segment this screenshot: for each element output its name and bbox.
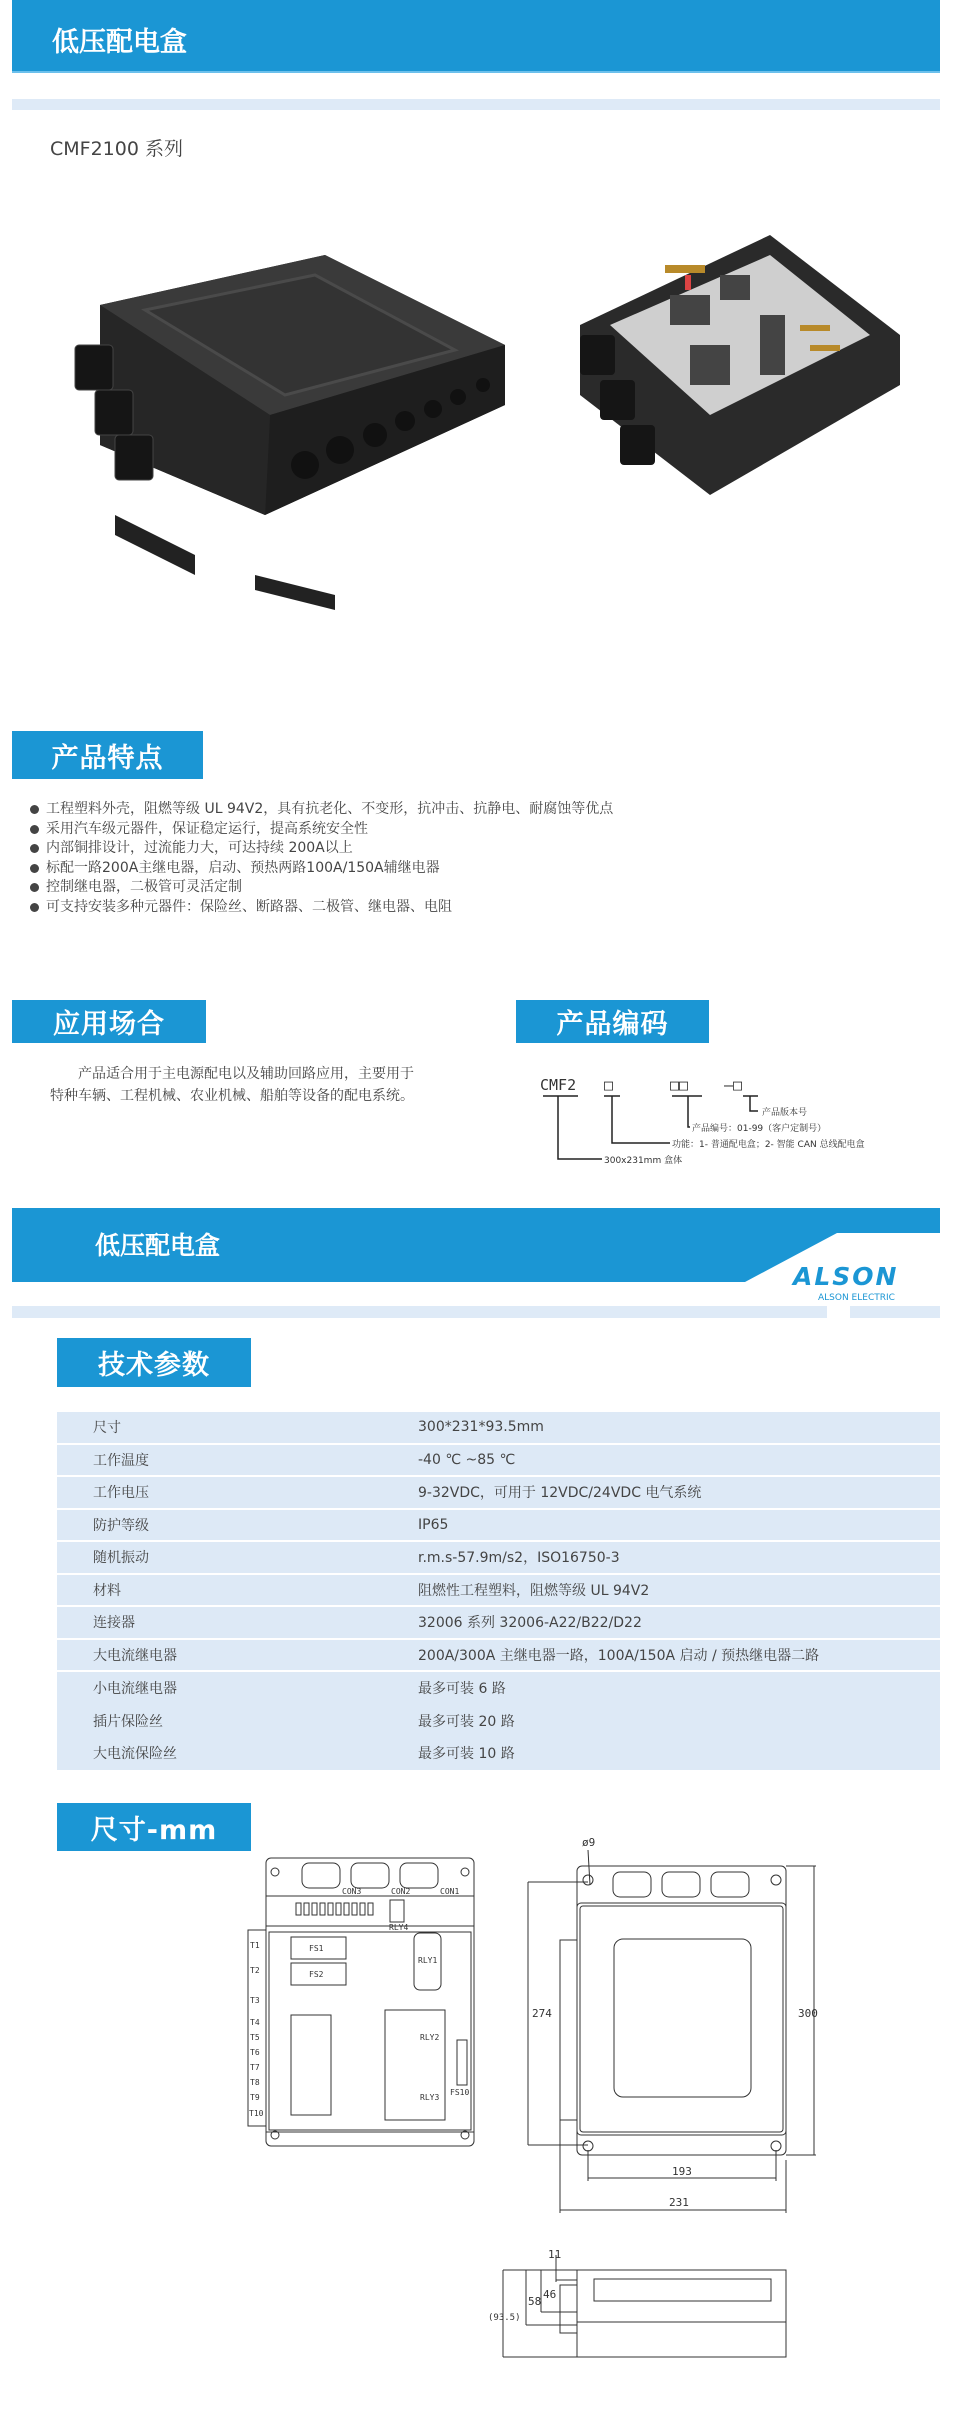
table-row: 防护等级 IP65 — [57, 1510, 940, 1543]
series-title: CMF2100 系列 — [50, 138, 183, 160]
dim-label-231: 231 — [669, 2196, 689, 2209]
terminal-label: T8 — [250, 2078, 260, 2087]
dim-label-193: 193 — [672, 2165, 692, 2178]
dimensions-heading: 尺寸-mm — [57, 1803, 251, 1851]
application-heading: 应用场合 — [12, 1000, 206, 1043]
feature-item: 内部铜排设计，过流能力大，可达持续 200A以上 — [30, 839, 613, 859]
feature-item: 工程塑料外壳，阻燃等级 UL 94V2，具有抗老化、不变形，抗冲击、抗静电、耐腐蚀等优点 — [30, 800, 613, 820]
table-row: 材料 阻燃性工程塑料，阻燃等级 UL 94V2 — [57, 1575, 940, 1608]
dim-label-58: 58 — [528, 2295, 542, 2308]
coding-prefix: CMF2 — [540, 1076, 577, 1094]
terminal-label: T6 — [250, 2048, 260, 2057]
feature-item: 可支持安装多种元器件：保险丝、断路器、二极管、继电器、电阻 — [30, 898, 613, 918]
banner-title: 低压配电盒 — [95, 1231, 221, 1260]
terminal-label: T2 — [250, 1966, 260, 1975]
table-row: 大电流保险丝 最多可装 10 路 — [93, 1746, 515, 1763]
coding-heading: 产品编码 — [516, 1000, 709, 1043]
coding-note-size: 300x231mm 盒体 — [604, 1156, 683, 1166]
table-row: 大电流继电器 200A/300A 主继电器一路，100A/150A 启动 / 预热继电器二路 — [57, 1640, 940, 1673]
dim-label-300: 300 — [798, 2007, 818, 2020]
table-row: 小电流继电器 最多可装 6 路 — [93, 1681, 506, 1698]
table-row: 工作温度 -40 ℃ ~85 ℃ — [57, 1445, 940, 1478]
coding-note-function: 功能：1- 普通配电盒；2- 智能 CAN 总线配电盒 — [672, 1140, 865, 1150]
connector-label: CON2 — [391, 1887, 411, 1896]
specs-heading: 技术参数 — [57, 1338, 251, 1387]
page-title: 低压配电盒 — [52, 27, 187, 58]
table-row: 连接器 32006 系列 32006-A22/B22/D22 — [57, 1607, 940, 1640]
terminal-label: T9 — [250, 2093, 260, 2102]
features-heading: 产品特点 — [12, 731, 203, 779]
feature-item: 标配一路200A主继电器，启动、预热两路100A/150A辅继电器 — [30, 859, 613, 879]
alson-logo: ALSON — [793, 1262, 899, 1291]
table-row: 插片保险丝 最多可装 20 路 — [93, 1713, 515, 1730]
alson-logo-subtitle: ALSON ELECTRIC — [818, 1293, 895, 1303]
terminal-label: T5 — [250, 2033, 260, 2042]
table-row: 随机振动 r.m.s-57.9m/s2，ISO16750-3 — [57, 1542, 940, 1575]
terminal-label: T7 — [250, 2063, 260, 2072]
coding-box-number: □□ — [670, 1076, 689, 1094]
terminal-label: T10 — [249, 2109, 264, 2118]
application-text: 产品适合用于主电源配电以及辅助回路应用，主要用于特种车辆、工程机械、农业机械、船舶等设备的配电系统。 — [50, 1066, 414, 1104]
dim-label-93-5: (93.5) — [488, 2313, 521, 2323]
coding-note-number: 产品编号：01-99（客户定制号） — [692, 1124, 827, 1134]
dim-label-46: 46 — [543, 2288, 557, 2301]
part-label-rly3: RLY3 — [420, 2093, 440, 2102]
dim-label-274: 274 — [532, 2007, 552, 2020]
part-label-rly4: RLY4 — [389, 1923, 409, 1932]
part-label-rly2: RLY2 — [420, 2033, 440, 2042]
connector-label: CON1 — [440, 1887, 460, 1896]
coding-note-version: 产品版本号 — [762, 1108, 808, 1118]
part-label-fs2: FS2 — [309, 1970, 324, 1979]
dim-label-11: 11 — [548, 2248, 562, 2261]
dim-label-d9: ø9 — [582, 1836, 596, 1849]
part-label-rly1: RLY1 — [418, 1956, 438, 1965]
part-label-fs10: FS10 — [450, 2088, 470, 2097]
feature-item: 采用汽车级元器件，保证稳定运行，提高系统安全性 — [30, 820, 613, 840]
terminal-label: T4 — [250, 2018, 260, 2027]
table-row: 工作电压 9-32VDC，可用于 12VDC/24VDC 电气系统 — [57, 1477, 940, 1510]
terminal-label: T3 — [250, 1996, 260, 2005]
coding-box-function: □ — [604, 1076, 614, 1094]
table-row: 尺寸 300*231*93.5mm — [57, 1412, 940, 1445]
feature-item: 控制继电器，二极管可灵活定制 — [30, 878, 613, 898]
coding-box-version: —□ — [724, 1076, 743, 1094]
part-label-fs1: FS1 — [309, 1944, 324, 1953]
terminal-label: T1 — [250, 1941, 260, 1950]
connector-label: CON3 — [342, 1887, 362, 1896]
